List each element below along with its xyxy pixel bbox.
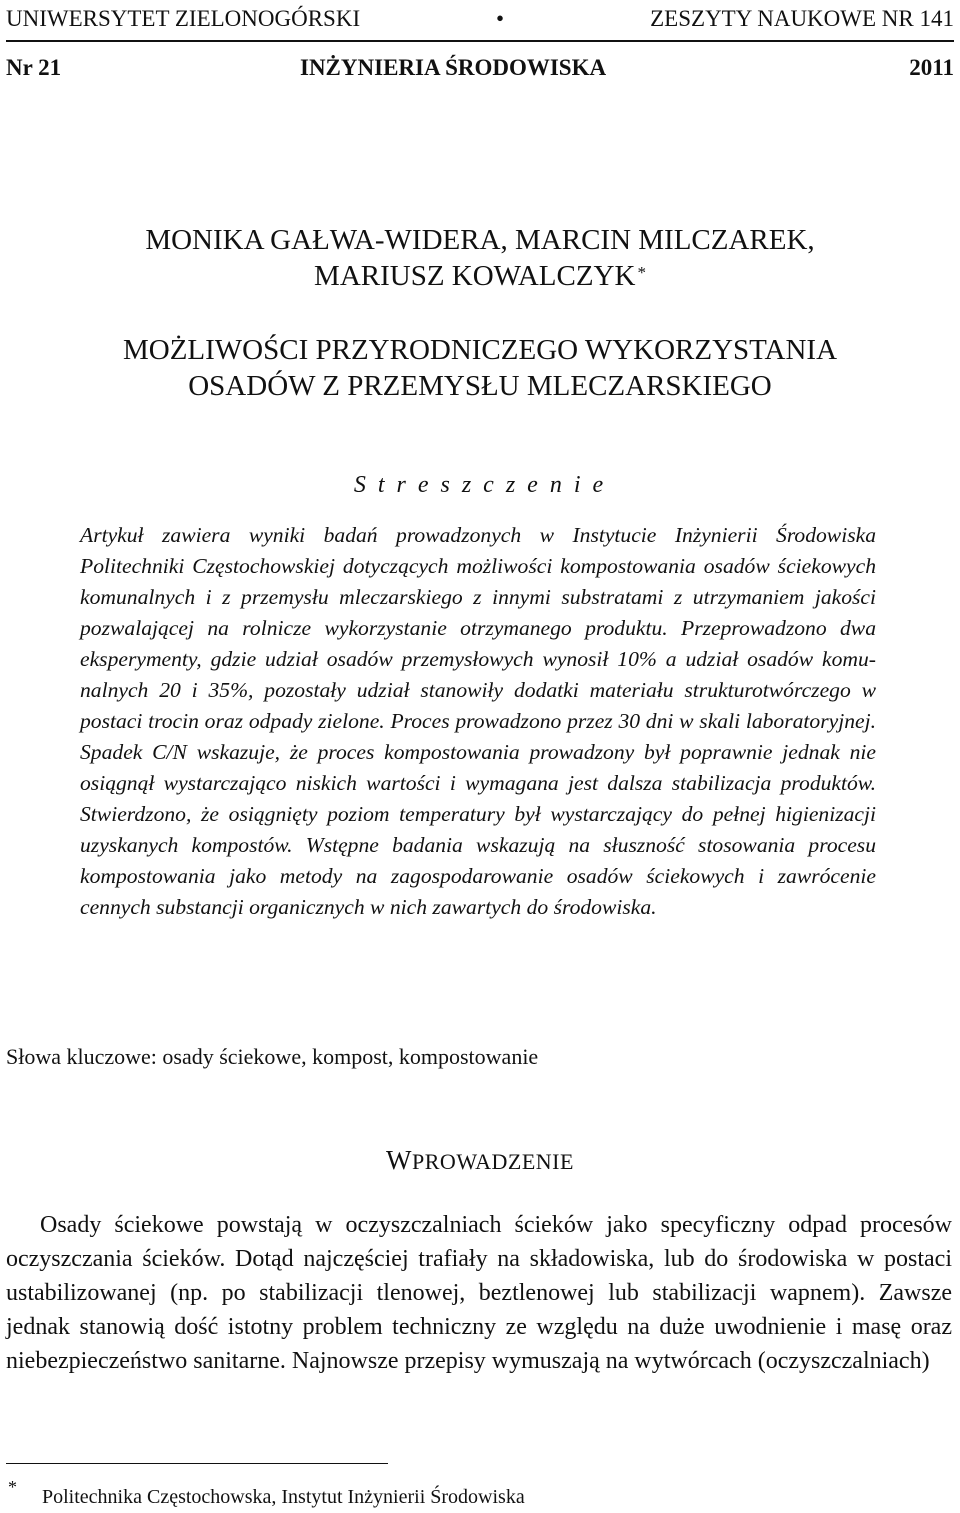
intro-text: Osady ściekowe powstają w oczyszczalniach ścieków jako specyficzny odpad procesów oczyszczania ścieków. Dotąd najczęściej trafiały na składowiska, lub do środowiska w postaci ustabilizowanej (np. po stabilizacji tlenowej, beztlenowej lub stabilizacji wapnem). Zawsze jednak stanowią dość istotny problem techniczny ze względu na duże uwodnienie i masę oraz niebezpieczeństwo sanitarne. Najnowsze przepisy wymuszają na wytwórcach (oczyszczalniach) bbox=[6, 1212, 952, 1374]
paper-title-line2: OSADÓW Z PRZEMYSŁU MLECZARSKIEGO bbox=[188, 370, 772, 402]
header-discipline: INŻYNIERIA ŚRODOWISKA bbox=[300, 55, 607, 80]
footnote-mark: * bbox=[8, 1477, 17, 1497]
header-bullet: • bbox=[496, 6, 505, 31]
footnote-rule bbox=[6, 1463, 388, 1464]
section-heading-rest: PROWADZENIE bbox=[412, 1149, 574, 1174]
abstract-text: Artykuł zawiera wyniki badań prowadzonych w Instytucie Inżynierii Środowiska Politechniki Częstochowskiej dotyczących możliwości kompostowania osadów ściekowych komunalnych i z przemysłu mleczarskiego z innymi substratami z utrzymaniem jakości pozwalającej na rolnicze wykorzystanie otrzymanego produktu. Przeprowadzono dwa eksperymenty, gdzie udział osadów przemysłowych wynosił 10% a udział osadów komunalnych 20 i 35%, pozostały udział stanowiły dodatki materiału strukturotwórczego w postaci trocin oraz odpady zielone. Proces prowadzono przez 30 dni w skali laboratoryjnej. Spadek C/N wskazuje, że proces kompostowania prowadzony był poprawnie jednak nie osiągnął wystarczająco niskich wartości i wymagana jest dalsza stabilizacja produktów. Stwierdzono, że osiągnięty poziom temperatury był wystarczający do pełnej higienizacji uzyskanych kompostów. Wstępne badania wskazują na słuszność stosowania procesu kompostowania jako metody na zagospodarowanie osadów ściekowych i zawrócenie cennych substancji organicznych w nich zawartych do środowiska. bbox=[80, 523, 876, 919]
footnote-text: Politechnika Częstochowska, Instytut Inżynierii Środowiska bbox=[42, 1486, 525, 1508]
header-issue: Nr 21 bbox=[6, 55, 62, 80]
header-rule bbox=[6, 40, 954, 42]
keywords: Słowa kluczowe: osady ściekowe, kompost, kompostowanie bbox=[6, 1044, 539, 1069]
intro-paragraph bbox=[6, 1208, 952, 1378]
section-heading-cap: W bbox=[386, 1145, 413, 1175]
section-heading bbox=[0, 1145, 960, 1176]
authors-line2-wrap bbox=[0, 258, 960, 295]
header-year: 2011 bbox=[909, 55, 954, 80]
authors-line1: MONIKA GAŁWA-WIDERA, MARCIN MILCZAREK, bbox=[145, 224, 815, 256]
author-footnote-mark: * bbox=[637, 263, 646, 282]
abstract-heading: S t r e s z c z e n i e bbox=[353, 472, 607, 498]
paper-title-line1: MOŻLIWOŚCI PRZYRODNICZEGO WYKORZYSTANIA bbox=[122, 334, 838, 366]
header-university: UNIWERSYTET ZIELONOGÓRSKI bbox=[6, 6, 361, 31]
header-series: ZESZYTY NAUKOWE NR 141 bbox=[650, 6, 954, 31]
authors-line2: MARIUSZ KOWALCZYK bbox=[314, 260, 636, 292]
